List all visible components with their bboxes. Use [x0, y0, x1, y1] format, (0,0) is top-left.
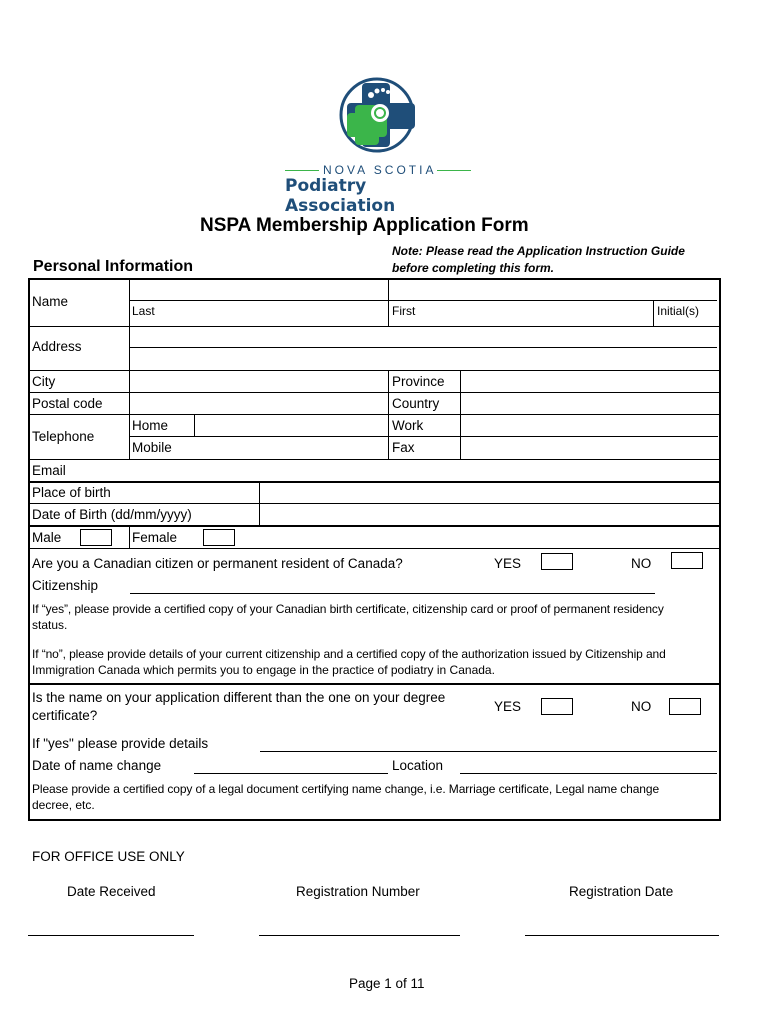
- name-change-yes-label: YES: [494, 699, 522, 714]
- label-address: Address: [32, 339, 82, 354]
- name-change-note-1: Please provide a certified copy of a legal document certifying name change, i.e. Marriage certificate, Legal name change: [32, 782, 660, 796]
- label-city: City: [32, 374, 56, 389]
- reg-date-field[interactable]: [525, 935, 719, 936]
- citizenship-field[interactable]: [130, 593, 655, 594]
- logo-line2: Podiatry Association: [285, 176, 396, 216]
- page-title: NSPA Membership Application Form: [200, 215, 529, 236]
- date-received-field[interactable]: [28, 935, 194, 936]
- name-change-question-1: Is the name on your application different than the one on your degree: [32, 690, 446, 705]
- label-male: Male: [32, 530, 62, 545]
- label-date-of-name-change: Date of name change: [32, 758, 162, 773]
- name-change-question-2: certificate?: [32, 708, 98, 723]
- location-field[interactable]: [460, 773, 717, 774]
- office-date-received: Date Received: [67, 884, 156, 899]
- label-postal: Postal code: [32, 396, 103, 411]
- label-fax: Fax: [392, 440, 415, 455]
- citizen-no-note-1: If “no”, please provide details of your current citizenship and a certified copy of the authorization issued by Citizenship and: [32, 647, 666, 661]
- label-province: Province: [392, 374, 445, 389]
- label-mobile: Mobile: [132, 440, 172, 455]
- citizen-question: Are you a Canadian citizen or permanent resident of Canada?: [32, 556, 403, 571]
- female-checkbox[interactable]: [203, 529, 235, 546]
- name-change-yes-checkbox[interactable]: [541, 698, 573, 715]
- office-title: FOR OFFICE USE ONLY: [32, 849, 185, 864]
- label-first: First: [392, 304, 416, 318]
- name-change-details-field[interactable]: [260, 751, 717, 752]
- page-number: Page 1 of 11: [349, 976, 425, 991]
- name-change-note-2: decree, etc.: [32, 798, 95, 812]
- nspa-logo-icon: [285, 75, 475, 165]
- logo-line1: NOVA SCOTIA: [323, 163, 437, 177]
- label-initials: Initial(s): [657, 304, 700, 318]
- label-name: Name: [32, 294, 69, 309]
- citizen-yes-checkbox[interactable]: [541, 553, 573, 570]
- date-of-name-change-field[interactable]: [194, 773, 388, 774]
- citizen-no-checkbox[interactable]: [671, 552, 703, 569]
- citizen-yes-note-2: status.: [32, 618, 68, 632]
- label-location: Location: [392, 758, 444, 773]
- name-change-no-checkbox[interactable]: [669, 698, 701, 715]
- label-country: Country: [392, 396, 440, 411]
- section-title: Personal Information: [33, 258, 194, 275]
- label-home: Home: [132, 418, 169, 433]
- label-work: Work: [392, 418, 424, 433]
- label-dob: Date of Birth (dd/mm/yyyy): [32, 507, 192, 522]
- label-last: Last: [132, 304, 155, 318]
- male-checkbox[interactable]: [80, 529, 112, 546]
- office-reg-number: Registration Number: [296, 884, 420, 899]
- citizen-no-note-2: Immigration Canada which permits you to engage in the practice of podiatry in Canada.: [32, 663, 495, 677]
- name-change-no-label: NO: [631, 699, 652, 714]
- note-line-2: before completing this form.: [392, 261, 555, 275]
- logo: [285, 75, 475, 216]
- label-female: Female: [132, 530, 178, 545]
- note-line-1: Note: Please read the Application Instruction Guide: [392, 244, 685, 258]
- label-citizenship: Citizenship: [32, 578, 99, 593]
- label-email: Email: [32, 463, 66, 478]
- citizen-yes-label: YES: [494, 556, 522, 571]
- office-reg-date: Registration Date: [569, 884, 674, 899]
- citizen-no-label: NO: [631, 556, 652, 571]
- citizen-yes-note-1: If “yes”, please provide a certified copy of your Canadian birth certificate, citizenship card or proof of permanent residency: [32, 602, 664, 616]
- label-telephone: Telephone: [32, 429, 95, 444]
- label-birthplace: Place of birth: [32, 485, 111, 500]
- reg-number-field[interactable]: [259, 935, 460, 936]
- label-name-change-details: If "yes" please provide details: [32, 736, 209, 751]
